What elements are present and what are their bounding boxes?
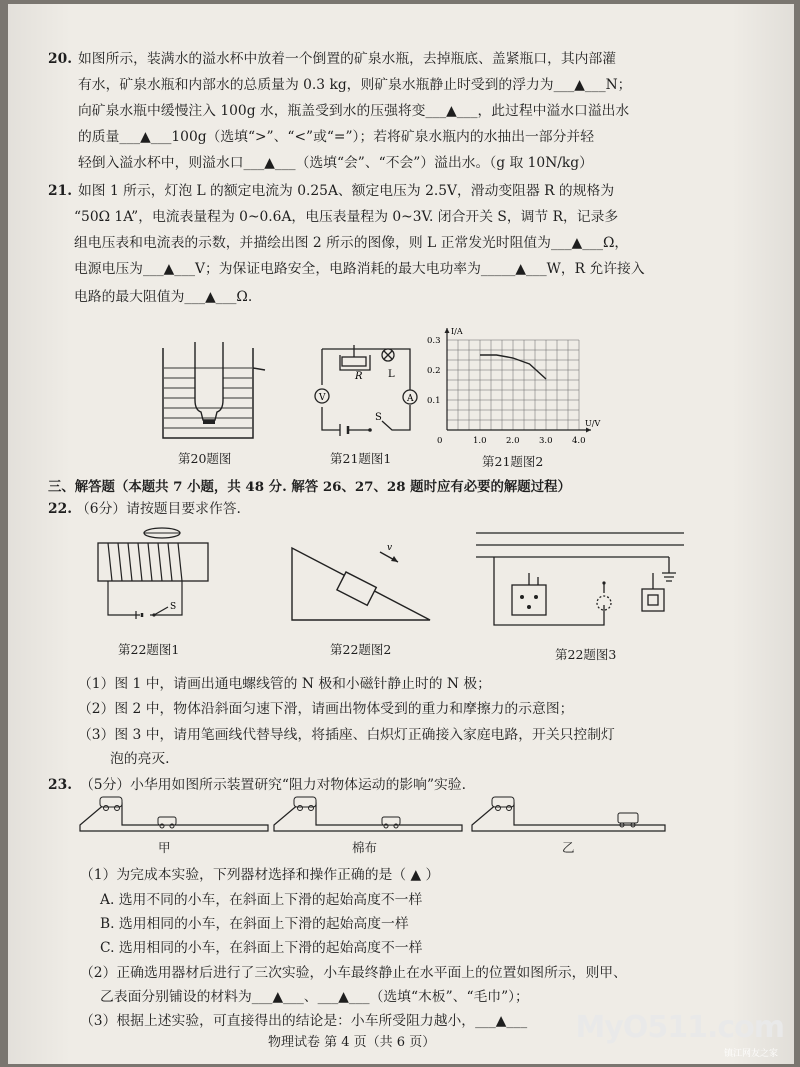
q22-item-1: （1）图 1 中，请画出通电螺线管的 N 极和小磁针静止时的 N 极； [78,676,491,692]
fig21-label-L: L [388,369,395,380]
q22-item-3: （3）图 3 中，请用笔画线代替导线，将插座、白炽灯正确接入家庭电路，开关只控制灯 [78,727,615,743]
q22-title: （6分）请按题目要求作答. [76,501,241,517]
watermark-subtitle: 镇江网友之家 [723,1049,778,1059]
chart-x-tick: 2.0 [506,436,520,446]
q23-number: 23. [48,777,73,793]
fig20-overflow-cup [155,340,270,445]
q23-item-3: （3）根据上述实验，可直接得出的结论是：小车所受阻力越小，___▲___ [80,1013,528,1029]
fig20-caption: 第20题图 [178,451,232,466]
q23-option-b: B. 选用相同的小车，在斜面上下滑的起始高度一样 [100,916,409,932]
q20-line-2: 有水，矿泉水瓶和内部水的总质量为 0.3 kg，则矿泉水瓶静止时受到的浮力为___▲___N； [78,77,632,93]
q23-setup-jia [78,795,273,845]
q23-item-1: （1）为完成本实验，下列器材选择和操作正确的是（ ▲ ） [80,867,440,883]
chart-y-arrow [445,328,450,333]
fig22-2-velocity-label: v [387,543,393,553]
fig21-2-caption: 第21题图2 [482,454,544,469]
q23-item-2: （2）正确选用器材后进行了三次实验，小车最终静止在水平面上的位置如图所示，则甲、 [80,965,627,981]
chart-y-tick: 0.1 [427,396,441,406]
q20-line-1: 如图所示，装满水的溢水杯中放着一个倒置的矿泉水瓶，去掉瓶底、盖紧瓶口，其内部灌 [78,51,617,67]
page-footer: 物理试卷 第 4 页（共 6 页） [268,1035,436,1050]
q23-label-jia: 甲 [158,840,171,855]
fig21-label-R: R [355,371,363,382]
q23-label-cotton: 棉布 [352,840,378,855]
fig21-circuit [300,335,430,440]
q21-line-3: 组电压表和电流表的示数，并描绘出图 2 所示的图像，则 L 正常发光时阻值为___▲___Ω， [74,235,629,251]
q23-item-2-cont: 乙表面分别铺设的材料为___▲___、___▲___（选填“木板”、“毛巾”）； [100,989,529,1005]
fig21-1-caption: 第21题图1 [330,451,392,466]
q20-number: 20. [48,51,73,67]
chart-y-tick: 0.3 [427,336,441,346]
q23-option-a: A. 选用不同的小车，在斜面上下滑的起始高度不一样 [100,892,423,908]
fig22-1-caption: 第22题图1 [118,642,180,657]
section-3-heading: 三、解答题（本题共 7 小题，共 48 分. 解答 26、27、28 题时应有必要的解题过程） [48,479,571,495]
chart-x-tick: 3.0 [539,436,553,446]
fig21-label-A: A [407,394,414,404]
chart-y-label: I/A [451,327,463,336]
q21-line-1: 如图 1 所示，灯泡 L 的额定电流为 0.25A、额定电压为 2.5V，滑动变阻器 R 的规格为 [78,183,615,199]
fig22-2-incline [288,540,438,625]
fig21-iu-chart [425,322,601,447]
q20-line-5: 轻倒入溢水杯中，则溢水口___▲___（选填“会”、“不会”）溢出水。（g 取 10N/kg） [78,155,593,171]
q20-line-3: 向矿泉水瓶中缓慢注入 100g 水，瓶盖受到水的压强将变___▲___，此过程中溢水口溢出水 [78,103,630,119]
q22-number: 22. [48,501,73,517]
chart-y-tick: 0.2 [427,366,441,376]
q23-label-yi: 乙 [562,840,575,855]
q22-item-3-cont: 泡的亮灭. [110,751,170,767]
q20-line-4: 的质量___▲___100g（选填“>”、“<”或“=”）；若将矿泉水瓶内的水抽出一部分并轻 [78,129,594,145]
fig22-3-caption: 第22题图3 [555,647,617,662]
watermark-logo: MyO511.com [575,1010,784,1045]
q23-option-c: C. 选用相同的小车，在斜面上下滑的起始高度不一样 [100,940,423,956]
fig21-label-S: S [375,412,382,423]
q21-line-5: 电路的最大阻值为___▲___Ω. [74,289,253,305]
q21-number: 21. [48,183,73,199]
q21-line-4: 电源电压为___▲___V；为保证电路安全，电路消耗的最大电功率为_____▲___W，R 允许接入 [74,261,645,277]
fig22-2-caption: 第22题图2 [330,642,392,657]
fig22-3-household-circuit [474,525,689,635]
fig21-label-V: V [319,393,326,403]
q23-title: （5分）小华用如图所示装置研究“阻力对物体运动的影响”实验. [80,777,466,793]
chart-x-tick: 0 [437,436,443,446]
fig22-1-solenoid [92,525,232,625]
q21-line-2: “50Ω 1A”，电流表量程为 0~0.6A，电压表量程为 0~3V. 闭合开关 S，调节 R，记录多 [74,209,619,225]
chart-x-tick: 4.0 [572,436,586,446]
chart-x-label: U/V [585,419,601,428]
chart-x-arrow [586,428,591,433]
chart-x-tick: 1.0 [473,436,487,446]
fig22-1-switch-label: S [170,602,177,612]
q22-item-2: （2）图 2 中，物体沿斜面匀速下滑，请画出物体受到的重力和摩擦力的示意图； [78,701,574,717]
